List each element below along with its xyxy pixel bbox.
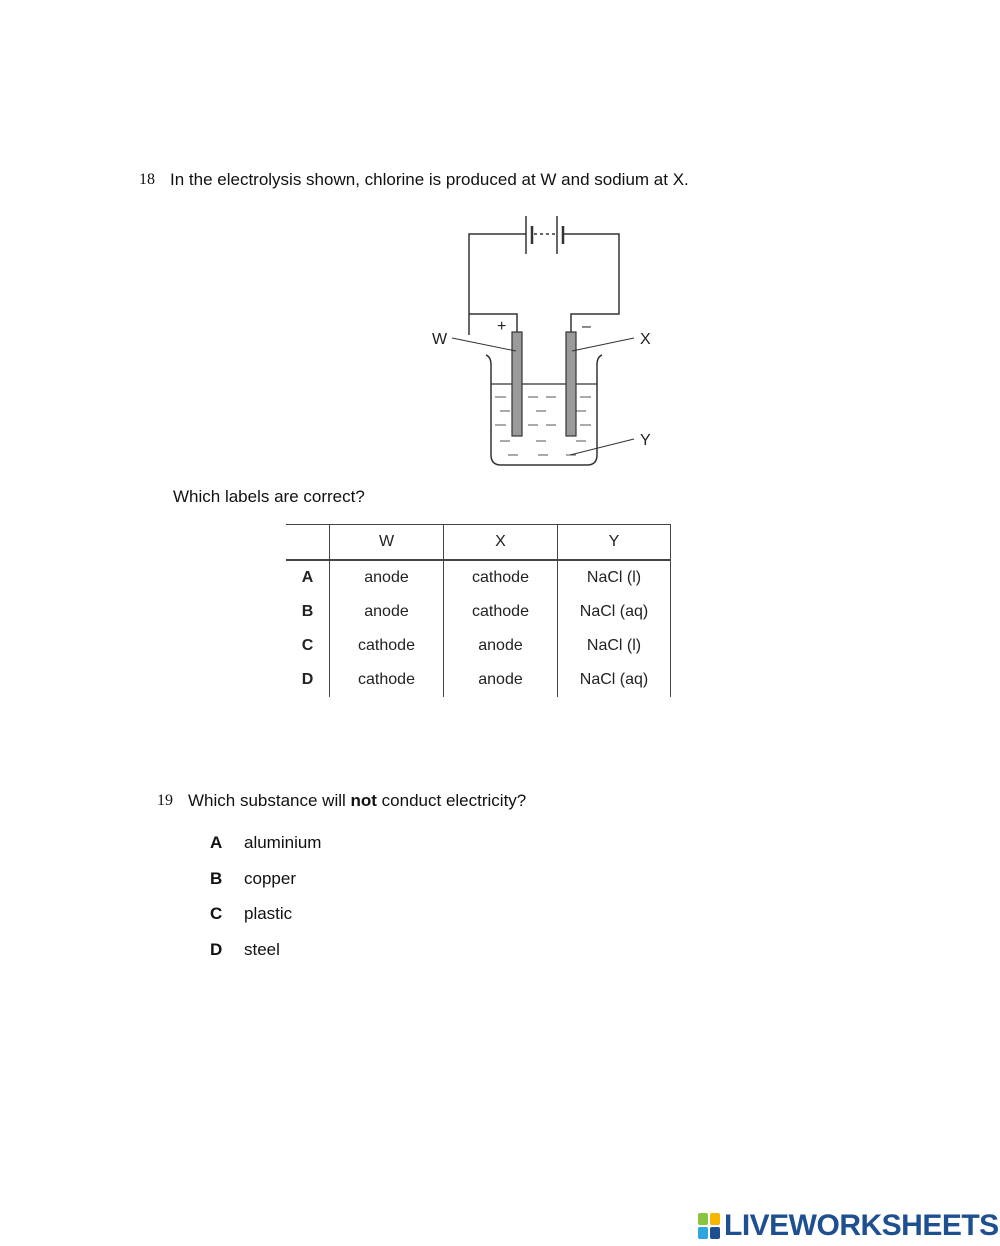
circuit-wire-right [563,234,619,335]
question-19-text-bold: not [350,791,377,810]
option-text: steel [244,940,280,959]
option-c[interactable] [210,904,292,924]
row-letter: B [286,595,330,629]
beaker-outline [486,355,602,465]
table-row [286,560,671,595]
table-cell: NaCl (l) [558,629,671,663]
logo-mark-icon [698,1213,720,1239]
table-cell: NaCl (l) [558,560,671,595]
logo-text: LIVEWORKSHEETS [724,1209,999,1242]
question-19-number: 19 [157,792,173,809]
table-row [286,595,671,629]
label-plus: + [497,318,507,335]
liveworksheets-logo [698,1206,999,1246]
option-letter: D [210,940,223,959]
option-letter: C [210,904,223,923]
electrode-w [512,332,522,436]
table-header-cell: Y [558,525,671,561]
table-cell: anode [330,595,444,629]
question-18-prompt: Which labels are correct? [173,487,365,506]
option-a[interactable] [210,833,321,853]
table-cell: cathode [330,663,444,697]
table-cell: NaCl (aq) [558,595,671,629]
row-letter: D [286,663,330,697]
question-19-text [188,791,526,811]
table-header-cell: X [444,525,558,561]
question-19-text-before: Which substance will [188,791,351,810]
label-w: W [432,331,448,348]
table-cell: cathode [330,629,444,663]
answer-table [286,524,671,697]
option-letter: A [210,833,223,852]
row-letter: A [286,560,330,595]
table-cell: anode [330,560,444,595]
row-letter: C [286,629,330,663]
circuit-wire-anode [469,314,517,335]
table-row [286,629,671,663]
leader-w [452,338,516,351]
table-header-cell: W [330,525,444,561]
leader-x [572,338,634,351]
option-text: plastic [244,904,293,923]
table-header-cell [286,525,330,561]
option-text: aluminium [244,833,322,852]
question-18-number: 18 [139,171,155,188]
label-minus: – [582,318,591,335]
label-y: Y [640,432,651,449]
option-text: copper [244,869,296,888]
table-cell: cathode [444,560,558,595]
table-cell: NaCl (aq) [558,663,671,697]
question-18-text: In the electrolysis shown, chlorine is produced at W and sodium at X. [170,170,689,189]
option-letter: B [210,869,223,888]
label-x: X [640,331,651,348]
table-cell: anode [444,629,558,663]
table-cell: cathode [444,595,558,629]
question-19-text-after: conduct electricity? [376,791,527,810]
table-header-row [286,525,671,561]
table-cell: anode [444,663,558,697]
option-d[interactable] [210,940,280,960]
option-b[interactable] [210,869,296,889]
table-row [286,663,671,697]
electrolysis-diagram [420,205,670,473]
electrode-x [566,332,576,436]
